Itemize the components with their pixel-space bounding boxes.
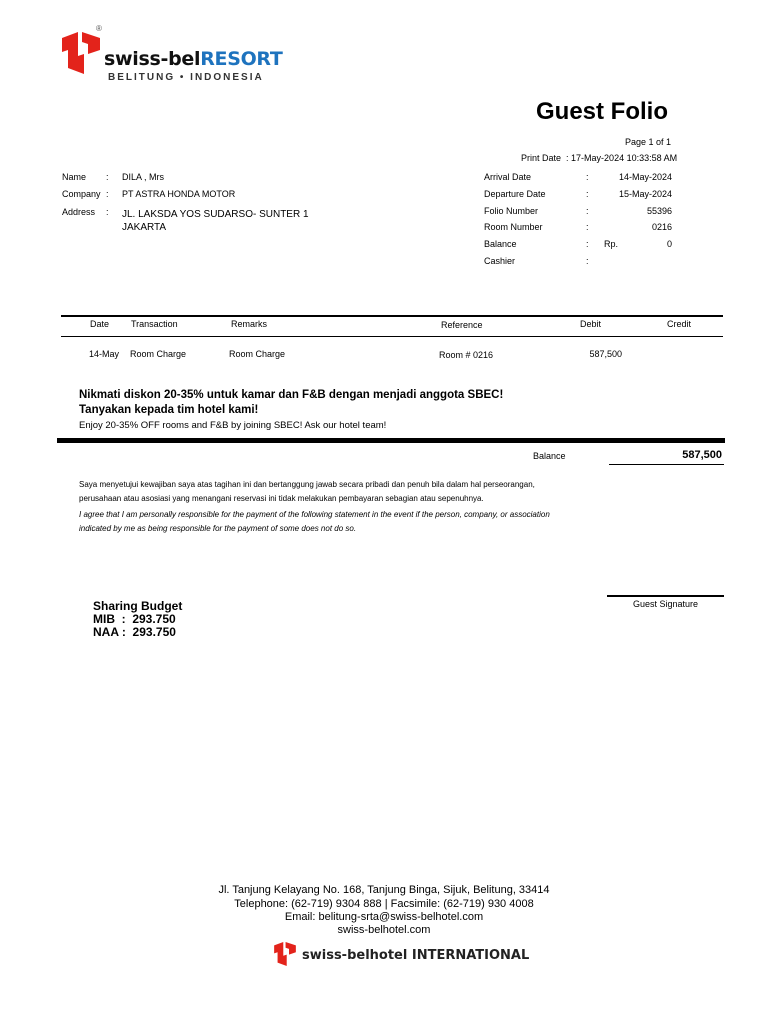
row-transaction: Room Charge <box>130 349 187 359</box>
footer-phone: Telephone: (62-719) 9304 888 | Facsimile: (62-719) 930 4008 <box>234 898 534 910</box>
page-number: Page 1 of 1 <box>624 137 671 147</box>
table-top-rule <box>61 315 723 317</box>
room-number-label: Room Number <box>484 222 543 232</box>
balance-colon: : <box>586 239 589 249</box>
registered-mark: ® <box>96 24 102 33</box>
address-line-1: JL. LAKSDA YOS SUDARSO- SUNTER 1 <box>122 209 309 220</box>
table-row <box>0 349 768 363</box>
footer-brand-international: INTERNATIONAL <box>411 948 530 963</box>
room-number-colon: : <box>586 222 589 232</box>
folio-number-value: 55396 <box>646 206 672 216</box>
balance-value: 0 <box>666 239 672 249</box>
sharing-budget-title: Sharing Budget <box>93 599 183 613</box>
folio-number-colon: : <box>586 206 589 216</box>
address-colon: : <box>106 207 109 217</box>
agreement-id-line-2: perusahaan atau asosiasi yang menangani reservasi ini tidak melakukan pembayaran sebagian atau sepenuhnya. <box>79 494 484 503</box>
footer-brand-name: swiss-belhotel <box>302 948 408 963</box>
departure-date-value: 15-May-2024 <box>618 189 672 199</box>
col-header-date: Date <box>90 319 110 329</box>
balance-row-value: 587,500 <box>682 449 722 461</box>
address-line-2: JAKARTA <box>122 222 167 233</box>
agreement-en-line-1: I agree that I am personally responsible for the payment of the following statement in the event if the person, company, or association <box>79 510 550 519</box>
row-date: 14-May <box>89 349 120 359</box>
guest-name-colon: : <box>106 172 109 182</box>
logo-name-part-a: swiss-bel <box>104 48 201 70</box>
company-value: PT ASTRA HONDA MOTOR <box>122 189 236 199</box>
swiss-bel-logo-icon <box>272 942 298 966</box>
row-remarks: Room Charge <box>229 349 286 359</box>
sharing-budget-naa: NAA : 293.750 <box>93 625 176 639</box>
col-header-debit: Debit <box>580 319 602 329</box>
col-header-reference: Reference <box>441 320 483 330</box>
signature-line <box>607 595 724 597</box>
company-colon: : <box>106 189 109 199</box>
balance-label: Balance <box>484 239 517 249</box>
promo-line-1: Nikmati diskon 20-35% untuk kamar dan F&B dengan menjadi anggota SBEC! <box>79 389 504 401</box>
logo-subtitle: BELITUNG • INDONESIA <box>108 72 264 83</box>
guest-name-value: DILA , Mrs <box>122 172 165 182</box>
page-title: Guest Folio <box>536 98 668 125</box>
footer-website: swiss-belhotel.com <box>337 924 431 936</box>
arrival-date-colon: : <box>586 172 589 182</box>
guest-name-label: Name <box>62 172 87 182</box>
agreement-id-line-1: Saya menyetujui kewajiban saya atas tagihan ini dan bertanggung jawab secara pribadi dan penuh bila dalam hal perseorangan, <box>79 480 535 489</box>
row-debit: 587,500 <box>589 349 622 359</box>
departure-date-colon: : <box>586 189 589 199</box>
arrival-date-label: Arrival Date <box>484 172 532 182</box>
cashier-label: Cashier <box>484 256 516 266</box>
promo-line-2: Tanyakan kepada tim hotel kami! <box>79 404 259 416</box>
print-date-label: Print Date <box>521 153 562 163</box>
agreement-en-line-2: indicated by me as being responsible for the payment of some does not do so. <box>79 524 357 533</box>
promo-line-3: Enjoy 20-35% OFF rooms and F&B by joining SBEC! Ask our hotel team! <box>79 420 387 431</box>
balance-currency: Rp. <box>604 239 619 249</box>
table-bottom-rule <box>57 438 725 443</box>
col-header-credit: Credit <box>667 319 692 329</box>
cashier-colon: : <box>586 256 589 266</box>
sharing-budget-mib: MIB : 293.750 <box>93 612 176 626</box>
col-header-remarks: Remarks <box>231 319 268 329</box>
room-number-value: 0216 <box>651 222 672 232</box>
col-header-transaction: Transaction <box>131 319 178 329</box>
print-date-value: : 17-May-2024 10:33:58 AM <box>566 153 678 163</box>
guest-signature-label: Guest Signature <box>632 599 699 609</box>
arrival-date-value: 14-May-2024 <box>618 172 672 182</box>
balance-underline <box>609 464 724 465</box>
footer-address: Jl. Tanjung Kelayang No. 168, Tanjung Binga, Sijuk, Belitung, 33414 <box>218 884 550 896</box>
folio-number-label: Folio Number <box>484 206 539 216</box>
logo-name-part-b: RESORT <box>200 48 283 70</box>
row-reference: Room # 0216 <box>439 350 494 360</box>
resort-logo <box>60 24 290 88</box>
swiss-bel-logo-icon <box>60 32 102 74</box>
balance-row-label: Balance <box>533 451 566 461</box>
address-label: Address <box>62 207 96 217</box>
table-header-rule <box>61 336 723 337</box>
print-date <box>521 153 677 163</box>
footer-email: Email: belitung-srta@swiss-belhotel.com <box>284 911 484 923</box>
hotel-international-logo <box>272 942 530 968</box>
company-label: Company <box>62 189 101 199</box>
departure-date-label: Departure Date <box>484 189 546 199</box>
